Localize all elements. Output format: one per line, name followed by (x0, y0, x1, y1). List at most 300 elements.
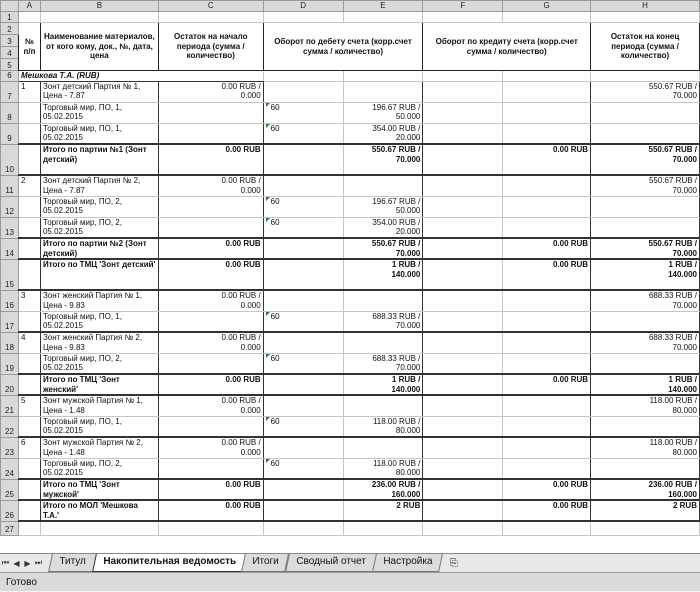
cell[interactable] (158, 521, 263, 535)
mol-title[interactable]: Мешкова Т.А. (RUB) (18, 71, 263, 82)
row-header[interactable]: 2 (1, 23, 19, 35)
cell-corr-account[interactable] (263, 458, 343, 479)
cell-closing[interactable] (591, 259, 700, 290)
last-sheet-icon[interactable]: ⏭ (34, 558, 43, 567)
cell-credit[interactable]: 0.00 RUB (503, 479, 591, 500)
opening-qty: 0.000 (240, 185, 261, 195)
cell[interactable] (18, 479, 40, 500)
cell[interactable] (423, 416, 503, 437)
tab-itogi[interactable] (242, 554, 290, 572)
cell[interactable] (158, 353, 263, 374)
column-header-a[interactable]: A (18, 1, 40, 12)
cell[interactable] (18, 521, 40, 535)
cell[interactable] (343, 81, 423, 102)
cell[interactable] (423, 238, 503, 259)
cell-opening[interactable] (158, 437, 263, 458)
cell-corr-account[interactable] (263, 311, 343, 332)
cell[interactable] (263, 175, 343, 196)
row-header[interactable]: 14 (1, 238, 19, 259)
cell-debit[interactable] (343, 479, 423, 500)
cell[interactable] (503, 521, 591, 535)
cell-name[interactable]: Торговый мир, ПО, 1, 05.02.2015 (40, 416, 158, 437)
cell[interactable] (343, 521, 423, 535)
cell-credit[interactable]: 0.00 RUB (503, 259, 591, 290)
cell[interactable] (423, 374, 503, 395)
insert-sheet-icon[interactable]: ⎘ (449, 557, 458, 569)
row-header[interactable]: 16 (1, 290, 19, 311)
debit-sum: 354.00 RUB / (372, 123, 421, 133)
column-header-b[interactable]: B (40, 1, 158, 12)
header-opening-balance[interactable]: Остаток на начало периода (сумма / количество) (158, 23, 263, 71)
debit-sum: 550.67 RUB / (371, 145, 421, 154)
closing-qty: 140.000 (668, 384, 697, 394)
closing-qty: 140.000 (668, 269, 697, 279)
cell[interactable] (503, 458, 591, 479)
closing-qty: 160.000 (668, 489, 697, 499)
debit-sum: 1 RUB / (391, 375, 421, 384)
cell[interactable] (343, 437, 423, 458)
opening-qty: 0.000 (240, 91, 261, 100)
cell-closing[interactable] (591, 395, 700, 416)
closing-qty: 70.000 (672, 248, 697, 258)
error-indicator-icon (266, 354, 270, 358)
corr-account: 60 (270, 123, 280, 133)
cell[interactable] (423, 12, 503, 23)
cell-npp[interactable]: 3 (18, 290, 40, 311)
cell-name[interactable]: Торговый мир, ПО, 1, 05.02.2015 (40, 311, 158, 332)
opening-sum: 0.00 RUB / (221, 81, 261, 91)
debit-qty: 80.000 (395, 468, 421, 477)
cell[interactable] (423, 175, 503, 196)
row-header[interactable]: 25 (1, 479, 19, 500)
cell-opening[interactable] (158, 81, 263, 102)
cell[interactable] (423, 144, 503, 175)
cell-closing[interactable] (591, 437, 700, 458)
cell-name[interactable]: Торговый мир, ПО, 2, 05.02.2015 (40, 217, 158, 238)
cell-subtotal-name[interactable]: Итого по партии №2 (Зонт детский) (40, 238, 158, 259)
tab-label: Сводный отчет (296, 556, 366, 567)
cell-mol-total-name[interactable]: Итого по МОЛ 'Мешкова Т.А.' (40, 500, 158, 521)
row-header[interactable]: 8 (1, 102, 19, 123)
cell[interactable] (263, 12, 343, 23)
row-header[interactable]: 9 (1, 123, 19, 144)
column-header-c[interactable]: C (158, 1, 263, 12)
cell-opening[interactable]: 0.00 RUB (158, 374, 263, 395)
cell[interactable] (591, 123, 700, 144)
debit-qty: 80.000 (395, 426, 421, 435)
debit-sum: 354.00 RUB / (372, 217, 421, 227)
cell[interactable] (158, 123, 263, 144)
row-header[interactable]: 15 (1, 259, 19, 290)
debit-qty: 160.000 (391, 489, 421, 499)
cell[interactable] (158, 12, 263, 23)
cell[interactable] (263, 81, 343, 102)
cell-npp[interactable]: 6 (18, 437, 40, 458)
tab-label: Итоги (252, 556, 280, 567)
tab-nastroyka[interactable] (372, 554, 443, 572)
closing-sum: 550.67 RUB / (648, 176, 697, 185)
column-header-d[interactable]: D (263, 1, 343, 12)
cell-corr-account[interactable] (263, 102, 343, 123)
cell-npp[interactable]: 1 (18, 81, 40, 102)
cell[interactable] (343, 290, 423, 311)
debit-qty: 70.000 (395, 248, 421, 258)
tab-svodny-otchet[interactable] (285, 554, 376, 572)
cell[interactable] (591, 12, 700, 23)
cell-opening[interactable] (158, 290, 263, 311)
cell[interactable] (158, 217, 263, 238)
cell[interactable] (18, 144, 40, 175)
closing-qty: 70.000 (672, 154, 697, 164)
row-header[interactable]: 6 (1, 71, 19, 82)
cell[interactable] (591, 196, 700, 217)
cell[interactable] (158, 311, 263, 332)
cell[interactable] (263, 395, 343, 416)
row-header[interactable]: 12 (1, 196, 19, 217)
cell[interactable] (18, 102, 40, 123)
cell-closing[interactable] (591, 238, 700, 259)
closing-qty: 80.000 (672, 405, 697, 415)
cell[interactable] (423, 196, 503, 217)
cell-closing[interactable]: 2 RUB (591, 500, 700, 521)
cell-corr-account[interactable] (263, 217, 343, 238)
cell[interactable] (18, 311, 40, 332)
cell-name[interactable]: Зонт мужской Партия № 2, Цена - 1.48 (40, 437, 158, 458)
row-header[interactable]: 24 (1, 458, 19, 479)
debit-sum: 196.67 RUB / (372, 102, 421, 112)
corr-account: 60 (270, 217, 280, 227)
debit-qty: 140.000 (391, 384, 421, 394)
closing-qty: 70.000 (672, 300, 697, 310)
row-header[interactable]: 22 (1, 416, 19, 437)
cell[interactable] (591, 71, 700, 82)
cell[interactable] (18, 259, 40, 290)
cell-debit[interactable] (343, 238, 423, 259)
cell-debit[interactable] (343, 123, 423, 144)
cell[interactable] (503, 217, 591, 238)
cell-npp[interactable]: 5 (18, 395, 40, 416)
cell-debit[interactable] (343, 259, 423, 290)
first-sheet-icon[interactable]: ⏮ (1, 558, 10, 567)
cell-name[interactable]: Зонт детский Партия № 2, Цена - 7.87 (40, 175, 158, 196)
select-all-corner[interactable] (1, 1, 19, 12)
cell[interactable] (18, 238, 40, 259)
prev-sheet-icon[interactable]: ◀ (13, 558, 20, 568)
closing-qty: 70.000 (672, 91, 697, 100)
cell-opening[interactable] (158, 332, 263, 353)
cell-closing[interactable] (591, 290, 700, 311)
column-header-g[interactable]: G (503, 1, 591, 12)
tab-label: Титул (59, 556, 86, 567)
cell[interactable] (18, 196, 40, 217)
row-header[interactable]: 5 (1, 59, 19, 71)
cell-closing[interactable] (591, 374, 700, 395)
cell[interactable] (263, 500, 343, 521)
cell[interactable] (591, 458, 700, 479)
next-sheet-icon[interactable]: ▶ (24, 558, 31, 568)
cell-npp[interactable]: 2 (18, 175, 40, 196)
cell[interactable] (423, 71, 503, 82)
cell-opening[interactable]: 0.00 RUB (158, 479, 263, 500)
cell[interactable] (158, 458, 263, 479)
row-header[interactable]: 26 (1, 500, 19, 521)
cell-item-total-name[interactable]: Итого по ТМЦ 'Зонт женский' (40, 374, 158, 395)
cell[interactable] (263, 521, 343, 535)
cell-opening[interactable]: 0.00 RUB (158, 500, 263, 521)
cell-corr-account[interactable] (263, 416, 343, 437)
cell[interactable] (591, 353, 700, 374)
row-header[interactable]: 7 (1, 81, 19, 102)
cell-item-total-name[interactable]: Итого по ТМЦ 'Зонт мужской' (40, 479, 158, 500)
debit-sum: 118.00 RUB / (372, 458, 421, 468)
closing-sum: 550.67 RUB / (648, 145, 697, 154)
opening-sum: 0.00 RUB / (221, 438, 261, 447)
cell[interactable] (263, 332, 343, 353)
cell-closing[interactable] (591, 175, 700, 196)
cell[interactable] (503, 71, 591, 82)
cell[interactable] (343, 71, 423, 82)
cell[interactable] (503, 437, 591, 458)
cell[interactable] (503, 175, 591, 196)
row-header[interactable]: 23 (1, 437, 19, 458)
cell[interactable] (263, 290, 343, 311)
cell-debit[interactable]: 2 RUB (343, 500, 423, 521)
cell-corr-account[interactable] (263, 353, 343, 374)
cell[interactable] (503, 353, 591, 374)
opening-qty: 0.000 (240, 447, 261, 457)
sheet-tabs (50, 554, 440, 572)
debit-qty: 70.000 (395, 154, 421, 164)
debit-sum: 236.00 RUB / (371, 480, 421, 489)
cell[interactable] (263, 479, 343, 500)
column-header-f[interactable]: F (423, 1, 503, 12)
cell[interactable] (263, 374, 343, 395)
debit-sum: 550.67 RUB / (371, 239, 421, 248)
row-header[interactable]: 19 (1, 353, 19, 374)
cell[interactable] (423, 353, 503, 374)
cell-name[interactable]: Зонт детский Партия № 1, Цена - 7.87 (40, 81, 158, 102)
cell[interactable] (40, 12, 158, 23)
row-header[interactable]: 3 (1, 35, 19, 47)
cell[interactable] (423, 521, 503, 535)
cell[interactable] (503, 12, 591, 23)
closing-sum: 236.00 RUB / (648, 480, 697, 489)
closing-qty: 70.000 (672, 185, 697, 195)
header-npp[interactable]: № п/п (18, 23, 40, 71)
cell[interactable] (263, 144, 343, 175)
cell-credit[interactable]: 0.00 RUB (503, 144, 591, 175)
cell[interactable] (423, 458, 503, 479)
debit-sum: 118.00 RUB / (372, 416, 421, 426)
closing-sum: 1 RUB / (668, 375, 697, 384)
cell-opening[interactable]: 0.00 RUB (158, 144, 263, 175)
sheet-tab-bar (0, 553, 700, 572)
cell[interactable] (591, 217, 700, 238)
closing-qty: 80.000 (672, 447, 697, 457)
cell[interactable] (343, 332, 423, 353)
error-indicator-icon (266, 312, 270, 316)
cell[interactable] (503, 196, 591, 217)
row-header[interactable]: 1 (1, 12, 19, 23)
cell-item-total-name[interactable]: Итого по ТМЦ 'Зонт детский' (40, 259, 158, 290)
cell[interactable] (423, 395, 503, 416)
cell[interactable] (343, 395, 423, 416)
cell[interactable] (158, 416, 263, 437)
cell[interactable] (423, 123, 503, 144)
cell[interactable] (263, 238, 343, 259)
cell[interactable] (18, 416, 40, 437)
row-header[interactable]: 17 (1, 311, 19, 332)
cell[interactable] (503, 102, 591, 123)
cell-name[interactable]: Зонт женский Партия № 1, Цена - 9.83 (40, 290, 158, 311)
cell-debit[interactable] (343, 217, 423, 238)
row-header[interactable]: 10 (1, 144, 19, 175)
cell[interactable] (40, 521, 158, 535)
cell[interactable] (263, 259, 343, 290)
cell-name[interactable]: Торговый мир, ПО, 1, 05.02.2015 (40, 102, 158, 123)
cell[interactable] (18, 353, 40, 374)
cell[interactable] (503, 81, 591, 102)
cell[interactable] (18, 217, 40, 238)
tab-nakopitelnaya-vedomost[interactable] (92, 554, 247, 572)
cell-name[interactable]: Торговый мир, ПО, 2, 05.02.2015 (40, 196, 158, 217)
debit-qty: 20.000 (395, 227, 421, 236)
closing-sum: 550.67 RUB / (648, 81, 697, 91)
cell-name[interactable]: Торговый мир, ПО, 1, 05.02.2015 (40, 123, 158, 144)
cell-closing[interactable] (591, 479, 700, 500)
cell-closing[interactable] (591, 332, 700, 353)
row-header[interactable]: 18 (1, 332, 19, 353)
corr-account: 60 (270, 311, 280, 321)
error-indicator-icon (266, 218, 270, 222)
header-debit-turnover[interactable]: Оборот по дебету счета (корр.счет сумма / количество) (263, 23, 423, 71)
cell-debit[interactable] (343, 374, 423, 395)
error-indicator-icon (266, 103, 270, 107)
row-header[interactable]: 20 (1, 374, 19, 395)
cell-debit[interactable] (343, 416, 423, 437)
row-header[interactable]: 13 (1, 217, 19, 238)
cell[interactable] (423, 290, 503, 311)
cell[interactable] (423, 259, 503, 290)
opening-qty: 0.000 (240, 300, 261, 310)
cell[interactable] (423, 479, 503, 500)
cell-opening[interactable] (158, 175, 263, 196)
cell[interactable] (591, 311, 700, 332)
cell-name[interactable]: Зонт женский Партия № 2, Цена - 9.83 (40, 332, 158, 353)
closing-sum: 688.33 RUB / (648, 291, 697, 300)
opening-sum: 0.00 RUB / (221, 333, 261, 342)
cell[interactable] (503, 311, 591, 332)
row-header[interactable]: 21 (1, 395, 19, 416)
cell-name[interactable]: Торговый мир, ПО, 2, 05.02.2015 (40, 458, 158, 479)
error-indicator-icon (266, 459, 270, 463)
cell[interactable] (423, 102, 503, 123)
cell[interactable] (591, 102, 700, 123)
closing-qty: 70.000 (672, 342, 697, 352)
cell[interactable] (263, 437, 343, 458)
cell[interactable] (18, 374, 40, 395)
cell[interactable] (343, 175, 423, 196)
debit-sum: 196.67 RUB / (372, 196, 421, 206)
cell[interactable] (503, 416, 591, 437)
error-indicator-icon (266, 417, 270, 421)
debit-qty: 70.000 (395, 363, 421, 372)
cell[interactable] (18, 123, 40, 144)
cell-corr-account[interactable] (263, 123, 343, 144)
cell-subtotal-name[interactable]: Итого по партии №1 (Зонт детский) (40, 144, 158, 175)
cell-npp[interactable]: 4 (18, 332, 40, 353)
cell-debit[interactable] (343, 311, 423, 332)
header-credit-turnover[interactable]: Оборот по кредиту счета (корр.счет сумма / количество) (423, 23, 591, 71)
closing-sum: 1 RUB / (668, 260, 697, 269)
tab-titul[interactable] (48, 554, 96, 572)
row-header[interactable]: 4 (1, 47, 19, 59)
cell[interactable] (18, 458, 40, 479)
cell-opening[interactable]: 0.00 RUB (158, 259, 263, 290)
cell[interactable] (423, 500, 503, 521)
cell[interactable] (423, 311, 503, 332)
cell-debit[interactable] (343, 353, 423, 374)
cell-debit[interactable] (343, 144, 423, 175)
cell-name[interactable]: Зонт мужской Партия № 1, Цена - 1.48 (40, 395, 158, 416)
cell[interactable] (591, 521, 700, 535)
row-header[interactable]: 27 (1, 521, 19, 535)
column-header-e[interactable]: E (343, 1, 423, 12)
cell[interactable] (503, 332, 591, 353)
cell-credit[interactable]: 0.00 RUB (503, 500, 591, 521)
cell-debit[interactable] (343, 102, 423, 123)
cell[interactable] (423, 332, 503, 353)
cell[interactable] (423, 81, 503, 102)
cell-debit[interactable] (343, 196, 423, 217)
cell-closing[interactable] (591, 144, 700, 175)
cell-name[interactable]: Торговый мир, ПО, 2, 05.02.2015 (40, 353, 158, 374)
cell[interactable] (18, 500, 40, 521)
cell-closing[interactable] (591, 81, 700, 102)
cell[interactable] (18, 12, 40, 23)
cell-corr-account[interactable] (263, 196, 343, 217)
corr-account: 60 (270, 102, 280, 112)
cell-opening[interactable]: 0.00 RUB (158, 238, 263, 259)
cell[interactable] (503, 395, 591, 416)
cell-opening[interactable] (158, 395, 263, 416)
corr-account: 60 (270, 416, 280, 426)
header-name[interactable]: Наименование материалов, от кого кому, док., №, дата, цена (40, 23, 158, 71)
header-closing-balance[interactable]: Остаток на конец периода (сумма / количество) (591, 23, 700, 71)
opening-sum: 0.00 RUB / (221, 291, 261, 300)
cell-credit[interactable]: 0.00 RUB (503, 374, 591, 395)
cell[interactable] (158, 102, 263, 123)
row-header[interactable]: 11 (1, 175, 19, 196)
debit-sum: 688.33 RUB / (372, 311, 421, 321)
debit-sum: 1 RUB / (391, 260, 421, 269)
cell[interactable] (591, 416, 700, 437)
cell-debit[interactable] (343, 458, 423, 479)
column-header-h[interactable]: H (591, 1, 700, 12)
cell[interactable] (503, 123, 591, 144)
cell[interactable] (263, 71, 343, 82)
debit-sum: 688.33 RUB / (372, 353, 421, 363)
corr-account: 60 (270, 353, 280, 363)
cell[interactable] (423, 217, 503, 238)
debit-qty: 50.000 (395, 112, 421, 121)
corr-account: 60 (270, 196, 280, 206)
cell[interactable] (343, 12, 423, 23)
cell[interactable] (423, 437, 503, 458)
cell[interactable] (503, 290, 591, 311)
cell[interactable] (158, 196, 263, 217)
cell-credit[interactable]: 0.00 RUB (503, 238, 591, 259)
